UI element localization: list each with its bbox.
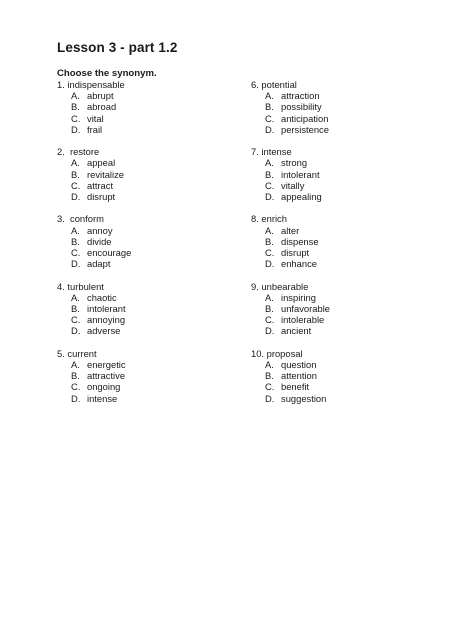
option-c (251, 113, 431, 124)
question-head: 3. conform (57, 213, 104, 225)
option-letter: C. (71, 381, 81, 393)
option-letter: A. (265, 157, 274, 169)
option-word: enhance (281, 258, 317, 270)
option-b (251, 370, 431, 381)
option-letter: B. (265, 168, 274, 180)
option-word: benefit (281, 381, 310, 393)
option-word: suggestion (281, 392, 327, 404)
question-column-left (57, 79, 237, 415)
option-b (251, 236, 431, 247)
option-letter: D. (265, 258, 275, 270)
option-letter: D. (71, 392, 81, 404)
option-letter: B. (71, 235, 80, 247)
option-b (57, 169, 237, 180)
option-letter: A. (71, 291, 80, 303)
option-letter: B. (265, 235, 274, 247)
option-c (251, 247, 431, 258)
option-word: attraction (281, 90, 320, 102)
option-word: inspiring (281, 291, 316, 303)
instruction-text: Choose the synonym. (57, 68, 157, 79)
option-a (57, 90, 237, 101)
option-letter: B. (265, 302, 274, 314)
question-head: 4. turbulent (57, 280, 104, 292)
option-d (57, 191, 237, 202)
option-word: intolerable (281, 314, 325, 326)
option-c (57, 381, 237, 392)
option-d (251, 325, 431, 336)
option-word: disrupt (281, 246, 310, 258)
question-head: 10. proposal (251, 347, 303, 359)
option-letter: C. (265, 314, 275, 326)
option-word: chaotic (87, 291, 117, 303)
option-word: attractive (87, 370, 126, 382)
option-word: vitally (281, 179, 305, 191)
option-letter: C. (71, 112, 81, 124)
question-3 (57, 213, 237, 280)
option-letter: C. (265, 381, 275, 393)
option-d (251, 124, 431, 135)
option-letter: B. (71, 168, 80, 180)
option-letter: D. (265, 190, 275, 202)
option-b (57, 303, 237, 314)
option-word: attract (87, 179, 114, 191)
option-letter: D. (71, 325, 81, 337)
option-a (251, 225, 431, 236)
option-letter: A. (265, 291, 274, 303)
option-a (251, 90, 431, 101)
question-8 (251, 213, 431, 280)
option-word: ongoing (87, 381, 121, 393)
option-letter: B. (71, 302, 80, 314)
option-d (251, 393, 431, 404)
option-c (57, 180, 237, 191)
option-a (251, 292, 431, 303)
page-title: Lesson 3 - part 1.2 (57, 40, 178, 55)
option-b (57, 370, 237, 381)
option-word: unfavorable (281, 302, 330, 314)
option-letter: A. (265, 358, 274, 370)
question-1 (57, 79, 237, 146)
option-d (57, 393, 237, 404)
question-column-right (251, 79, 431, 415)
option-word: intolerant (281, 168, 320, 180)
option-word: adverse (87, 325, 121, 337)
question-7 (251, 146, 431, 213)
option-letter: C. (265, 179, 275, 191)
option-letter: D. (71, 123, 81, 135)
option-word: intense (87, 392, 118, 404)
question-head: 5. current (57, 347, 97, 359)
question-10 (251, 348, 431, 415)
option-word: appealing (281, 190, 322, 202)
option-word: intolerant (87, 302, 126, 314)
option-letter: D. (71, 190, 81, 202)
question-head: 6. potential (251, 79, 297, 90)
option-b (57, 236, 237, 247)
option-word: attention (281, 370, 317, 382)
option-word: disrupt (87, 190, 116, 202)
option-b (251, 101, 431, 112)
option-word: frail (87, 123, 103, 135)
option-word: revitalize (87, 168, 124, 180)
option-word: encourage (87, 246, 132, 258)
option-b (57, 101, 237, 112)
option-word: ancient (281, 325, 312, 337)
option-c (57, 247, 237, 258)
option-a (251, 157, 431, 168)
option-d (251, 191, 431, 202)
option-letter: A. (265, 90, 274, 102)
option-letter: B. (71, 370, 80, 382)
option-d (57, 124, 237, 135)
option-word: alter (281, 224, 300, 236)
option-letter: C. (71, 246, 81, 258)
option-word: divide (87, 235, 112, 247)
option-d (57, 325, 237, 336)
question-head: 2. restore (57, 146, 100, 158)
option-letter: A. (71, 157, 80, 169)
option-word: vital (87, 112, 104, 124)
option-word: energetic (87, 358, 126, 370)
option-word: question (281, 358, 317, 370)
option-c (57, 113, 237, 124)
option-letter: C. (71, 179, 81, 191)
question-head: 9. unbearable (251, 280, 309, 292)
option-word: annoy (87, 224, 113, 236)
option-word: dispense (281, 235, 319, 247)
option-word: abroad (87, 101, 117, 113)
option-letter: B. (265, 101, 274, 113)
question-2 (57, 146, 237, 213)
option-letter: A. (265, 224, 274, 236)
option-d (57, 258, 237, 269)
option-letter: B. (71, 101, 80, 113)
option-letter: D. (265, 325, 275, 337)
question-9 (251, 281, 431, 348)
option-word: strong (281, 157, 308, 169)
option-letter: A. (71, 358, 80, 370)
option-word: anticipation (281, 112, 329, 124)
option-letter: C. (265, 246, 275, 258)
question-head: 7. intense (251, 146, 292, 158)
option-a (251, 359, 431, 370)
option-letter: A. (71, 90, 80, 102)
question-head: 1. indispensable (57, 79, 125, 90)
option-a (57, 292, 237, 303)
option-letter: C. (265, 112, 275, 124)
question-4 (57, 281, 237, 348)
option-letter: A. (71, 224, 80, 236)
option-c (251, 314, 431, 325)
question-6 (251, 79, 431, 146)
question-5 (57, 348, 237, 415)
option-d (251, 258, 431, 269)
option-word: adapt (87, 258, 111, 270)
option-word: possibility (281, 101, 322, 113)
option-letter: B. (265, 370, 274, 382)
option-letter: D. (265, 392, 275, 404)
option-word: persistence (281, 123, 329, 135)
option-word: annoying (87, 314, 126, 326)
option-c (57, 314, 237, 325)
option-letter: D. (265, 123, 275, 135)
option-a (57, 225, 237, 236)
question-head: 8. enrich (251, 213, 287, 225)
option-c (251, 180, 431, 191)
option-letter: D. (71, 258, 81, 270)
option-c (251, 381, 431, 392)
option-a (57, 157, 237, 168)
option-a (57, 359, 237, 370)
option-b (251, 303, 431, 314)
option-b (251, 169, 431, 180)
option-word: appeal (87, 157, 116, 169)
option-letter: C. (71, 314, 81, 326)
option-word: abrupt (87, 90, 114, 102)
